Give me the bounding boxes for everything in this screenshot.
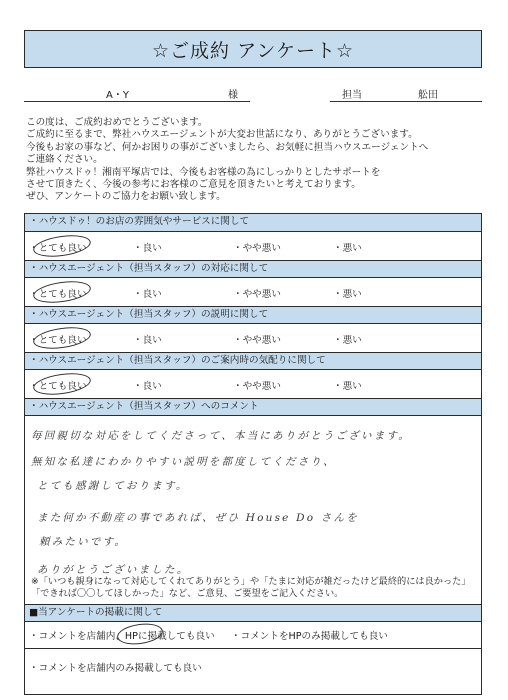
customer-row [0,82,508,102]
staff-label: 担当 [342,90,362,101]
option-hp-only[interactable]: ・コメントをHPのみ掲載しても良い [231,631,388,642]
customer-underline [24,101,250,102]
section-heading-guidance: ・ハウスエージェント（担当スタッフ）のご案内時の気配りに関して [25,352,481,370]
option-very-good[interactable]: ・とても良い [29,381,87,392]
rating-row-guidance [25,370,481,398]
option-bad[interactable]: ・悪い [333,289,362,300]
handwritten-line: 毎回親切な対応をしてくださって、本当にありがとうございます。 [31,430,411,442]
selection-circle [32,278,92,306]
survey-title [24,30,482,68]
option-bad[interactable]: ・悪い [333,335,362,346]
section-heading-atmosphere: ・ハウスドゥ！のお店の雰囲気やサービスに関して [25,214,481,232]
rating-row-response [25,278,481,306]
option-bad[interactable]: ・悪い [333,381,362,392]
option-good[interactable]: ・良い [133,381,162,392]
display-divider [25,648,481,649]
option-store-only[interactable]: ・コメントを店舗内のみ掲載しても良い [29,663,202,674]
customer-honorific: 様 [228,90,238,101]
handwritten-line: 頼みたいです。 [39,536,128,548]
option-very-good[interactable]: ・とても良い [29,243,87,254]
survey-form [24,213,482,695]
option-somewhat-bad[interactable]: ・やや悪い [233,243,281,254]
selection-circle [116,621,164,647]
display-options-row-2 [25,658,481,682]
section-heading-explanation: ・ハウスエージェント（担当スタッフ）の説明に関して [25,306,481,324]
section-heading-display: ■当アンケートの掲載に関して [25,604,481,622]
option-good[interactable]: ・良い [133,243,162,254]
comment-note: ※「いつも親身になって対応してくれてありがとう」や「たまに対応が雑だったけど最終的には良かった」 「できれば〇〇してほしかった」など、ご意見、ご要望をご記入ください。 [31,576,471,599]
handwritten-line: とても感謝しております。 [37,480,189,492]
handwritten-line: また何か不動産の事であれば、ぜひ House Do さんを [37,512,359,524]
staff-name: 舩田 [418,90,438,101]
comment-area[interactable] [25,416,481,584]
option-very-good[interactable]: ・とても良い [29,335,87,346]
selection-circle [32,232,92,260]
rating-row-atmosphere [25,232,481,260]
option-somewhat-bad[interactable]: ・やや悪い [233,381,281,392]
option-very-good[interactable]: ・とても良い [29,289,87,300]
option-store-and-hp[interactable]: ・コメントを店舗内、HPに掲載しても良い [29,631,215,642]
option-bad[interactable]: ・悪い [333,243,362,254]
option-good[interactable]: ・良い [133,335,162,346]
section-heading-response: ・ハウスエージェント（担当スタッフ）の対応に関して [25,260,481,278]
option-good[interactable]: ・良い [133,289,162,300]
display-options-row [25,626,481,650]
intro-text: この度は、ご成約おめでとうございます。 ご成約に至るまで、弊社ハウスエージェントが大変お世話になり、ありがとうございます。 今後もお家の事など、何かお困りの事がございましたら、お気軽に担当ハウスエージェントへ ご連絡ください。 弊社ハウスドゥ！湘南平塚店では、今後もお客様の為にしっかりとしたサポートを させて頂きたく、今後の参考にお客様のご意見を頂きたいと考えております。 ぜひ、アンケートのご協力をお願い致します。 [26,117,429,203]
customer-name: A・Y [106,90,129,101]
selection-circle [32,370,92,398]
handwritten-line: 無知な私達にわかりやすい説明を都度してくださり、 [31,456,336,468]
handwritten-line: ありがとうございました。 [37,564,190,576]
staff-underline [330,101,482,102]
option-somewhat-bad[interactable]: ・やや悪い [233,289,281,300]
option-somewhat-bad[interactable]: ・やや悪い [233,335,281,346]
rating-row-explanation [25,324,481,352]
section-heading-comment: ・ハウスエージェント（担当スタッフ）へのコメント [25,398,481,416]
survey-title-text: ☆ご成約 アンケート☆ [152,39,354,62]
selection-circle [32,324,92,352]
